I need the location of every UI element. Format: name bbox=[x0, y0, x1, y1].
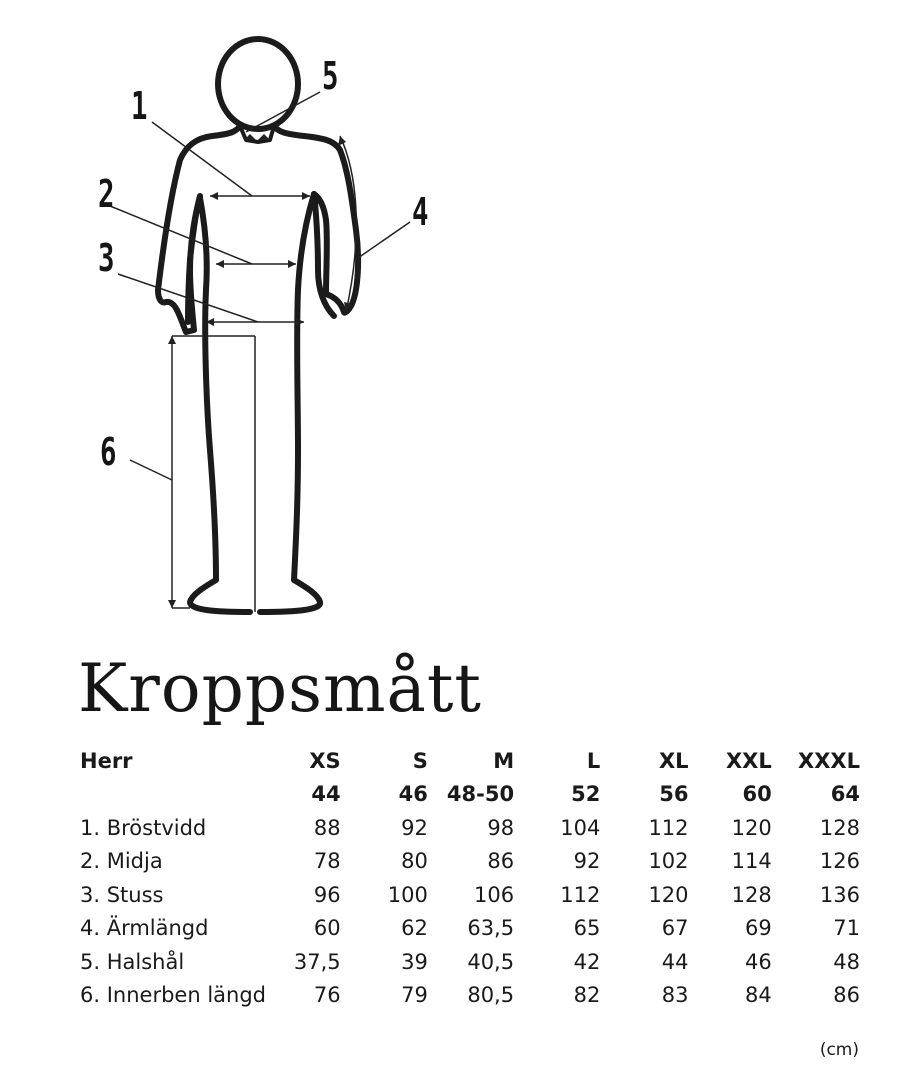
eu-size: 46 bbox=[398, 782, 428, 807]
table-cell: 114 bbox=[731, 849, 772, 874]
size-label: XXL bbox=[725, 748, 772, 773]
eu-size: 48-50 bbox=[446, 782, 515, 807]
eu-size-empty bbox=[80, 778, 270, 812]
eu-size: 64 bbox=[830, 782, 860, 807]
table-cell: 65 bbox=[573, 916, 601, 941]
callout-2: 2 bbox=[98, 172, 115, 216]
table-row bbox=[80, 945, 860, 979]
table-cell: 76 bbox=[313, 983, 341, 1008]
eu-size: 60 bbox=[742, 782, 772, 807]
page-title: Kroppsmått bbox=[78, 650, 482, 727]
table-row bbox=[80, 878, 860, 912]
table-row bbox=[80, 811, 860, 845]
table-cell: 88 bbox=[313, 815, 341, 840]
measurement-label: 5. Halshål bbox=[80, 949, 185, 974]
callout-1: 1 bbox=[131, 84, 148, 128]
table-cell: 100 bbox=[387, 882, 428, 907]
size-label: XXXL bbox=[798, 748, 860, 773]
eu-size: 56 bbox=[659, 782, 689, 807]
table-cell: 40,5 bbox=[467, 949, 515, 974]
table-cell: 120 bbox=[648, 882, 689, 907]
head-outline bbox=[218, 39, 298, 129]
table-cell: 128 bbox=[731, 882, 772, 907]
measurement-label: 1. Bröstvidd bbox=[80, 815, 207, 840]
table-cell: 136 bbox=[819, 882, 860, 907]
size-label: S bbox=[412, 748, 428, 773]
size-table bbox=[80, 744, 860, 1012]
table-row bbox=[80, 979, 860, 1013]
table-row bbox=[80, 912, 860, 946]
table-cell: 82 bbox=[573, 983, 601, 1008]
table-cell: 86 bbox=[487, 849, 515, 874]
table-header-label: Herr bbox=[80, 748, 133, 773]
table-cell: 39 bbox=[401, 949, 428, 974]
body-outline bbox=[260, 194, 320, 612]
size-label: XS bbox=[309, 748, 341, 773]
table-cell: 79 bbox=[401, 983, 428, 1008]
table-cell: 62 bbox=[401, 916, 428, 941]
measurement-label: 3. Stuss bbox=[80, 882, 164, 907]
table-cell: 46 bbox=[745, 949, 772, 974]
callout-3: 3 bbox=[98, 236, 115, 280]
eu-size-row bbox=[80, 778, 860, 812]
table-cell: 112 bbox=[560, 882, 601, 907]
table-cell: 42 bbox=[573, 949, 601, 974]
callout-4: 4 bbox=[412, 190, 429, 234]
table-cell: 48 bbox=[833, 949, 860, 974]
table-cell: 80 bbox=[401, 849, 428, 874]
table-cell: 80,5 bbox=[467, 983, 515, 1008]
table-cell: 44 bbox=[661, 949, 689, 974]
size-label: M bbox=[493, 748, 515, 773]
table-cell: 120 bbox=[731, 815, 772, 840]
table-cell: 104 bbox=[560, 815, 601, 840]
table-cell: 63,5 bbox=[467, 916, 515, 941]
table-cell: 67 bbox=[661, 916, 689, 941]
table-cell: 37,5 bbox=[293, 949, 341, 974]
table-cell: 69 bbox=[745, 916, 772, 941]
callout-5: 5 bbox=[322, 54, 339, 98]
table-cell: 86 bbox=[833, 983, 860, 1008]
size-label: L bbox=[586, 748, 601, 773]
measurement-label: 6. Innerben längd bbox=[80, 983, 266, 1008]
table-cell: 98 bbox=[487, 815, 515, 840]
measurement-label: 2. Midja bbox=[80, 849, 163, 874]
table-cell: 92 bbox=[573, 849, 601, 874]
table-cell: 60 bbox=[313, 916, 341, 941]
table-cell: 112 bbox=[648, 815, 689, 840]
table-cell: 78 bbox=[313, 849, 341, 874]
eu-size: 52 bbox=[571, 782, 601, 807]
size-header-row bbox=[80, 744, 860, 778]
table-cell: 96 bbox=[313, 882, 341, 907]
table-cell: 102 bbox=[648, 849, 689, 874]
unit-label: (cm) bbox=[819, 1040, 859, 1060]
eu-size: 44 bbox=[311, 782, 341, 807]
table-cell: 83 bbox=[661, 983, 689, 1008]
size-label: XL bbox=[658, 748, 689, 773]
measurement-label: 4. Ärmlängd bbox=[80, 916, 209, 941]
table-cell: 126 bbox=[819, 849, 860, 874]
callout-6: 6 bbox=[100, 430, 117, 474]
table-cell: 71 bbox=[833, 916, 860, 941]
table-cell: 84 bbox=[745, 983, 772, 1008]
table-cell: 128 bbox=[819, 815, 860, 840]
table-cell: 106 bbox=[474, 882, 515, 907]
table-row bbox=[80, 845, 860, 879]
table-cell: 92 bbox=[401, 815, 428, 840]
